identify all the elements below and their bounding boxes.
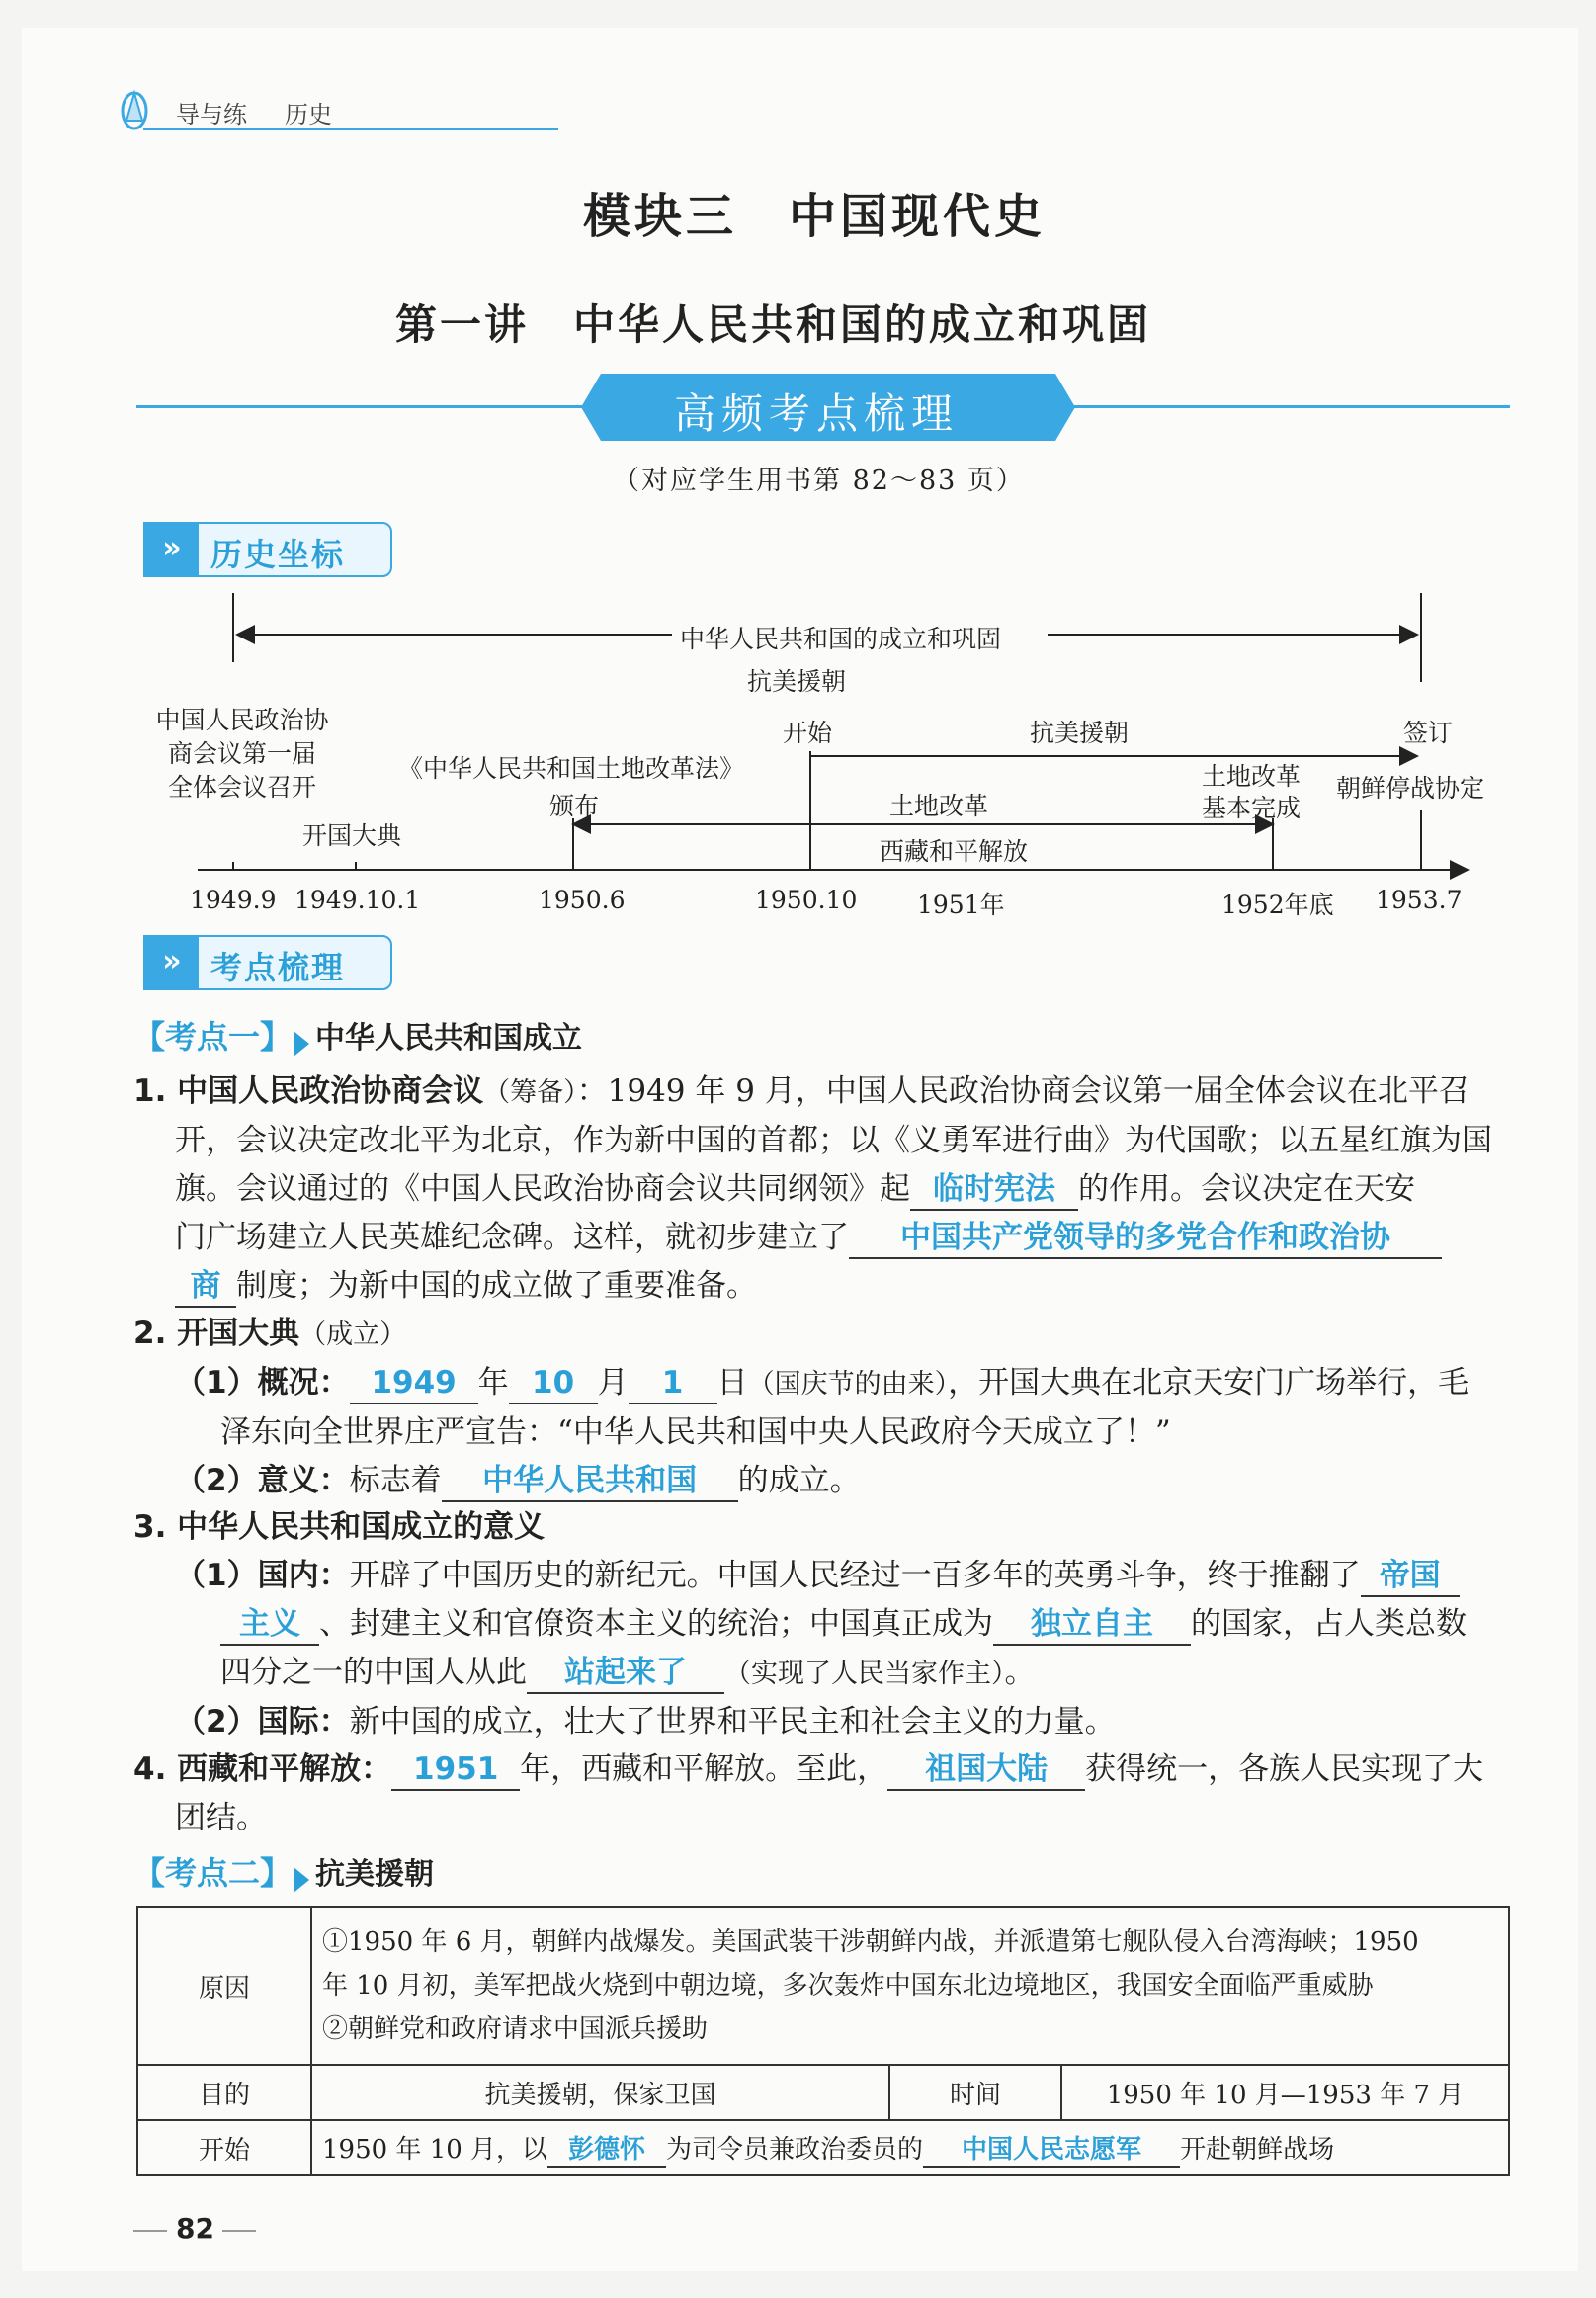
point-4-tibet: 4. 西藏和平解放： 1951 年，西藏和平解放。至此， 祖国大陆 获得统一，各族人民实现了大 团结。 xyxy=(133,1751,1484,1835)
date-tick: 1950.10 xyxy=(755,886,858,914)
row-label: 原因 xyxy=(137,1907,311,2065)
korean-war-table xyxy=(136,1906,1510,2176)
answer-blank: 帝国 xyxy=(1361,1556,1460,1597)
section-tag-history-coordinate xyxy=(143,522,392,577)
header-rule xyxy=(143,128,558,130)
timeline-event-war: 抗美援朝 xyxy=(1030,719,1130,747)
timeline-event-cppcc: 中国人民政治协 商会议第一届 全体会议召开 xyxy=(155,706,329,802)
start-cell: 1950 年 10 月，以 彭德怀 为司令员兼政治委员的 中国人民志愿军 开赴朝鲜战场 xyxy=(311,2120,1509,2175)
point-1-cppcc: 1. 中国人民政治协商会议（筹备）：1949 年 9 月，中国人民政治协商会议第一届全体会议在北平召 开，会议决定改北平为北京，作为新中国的首都；以《义勇军进行曲》为代国歌；以五星红旗为国 旗。会议通过的《中国人民政治协商会议共同纲领》起 临时宪法 的作用。会议决定在天安 门广场建立人民英雄纪念碑。这样，就初步建立了 中国共产党领导的多党合作和政治协 商 制度；为新中国的成立做了重要准备。 xyxy=(133,1067,1517,1311)
header-subject: 历史 xyxy=(285,101,332,128)
point-2-founding-ceremony: 2. 开国大典（成立） （1）概况： 1949 年 10 月 1 日（国庆节的由来），开国大典在北京天安门广场举行，毛 泽东向全世界庄严宣告：“中华人民共和国中央人民政府今天成立了！” （2）意义：标志着 中华人民共和国 的成立。 xyxy=(133,1310,1517,1505)
triangle-icon xyxy=(294,1867,309,1893)
timeline-event-land-reform: 土地改革 xyxy=(889,792,989,820)
time-cell: 1950 年 10 月—1953 年 7 月 xyxy=(1061,2065,1509,2120)
answer-blank: 中华人民共和国 xyxy=(442,1461,738,1502)
answer-blank: 站起来了 xyxy=(527,1653,724,1694)
answer-blank: 中国共产党领导的多党合作和政治协 xyxy=(849,1218,1442,1259)
double-chevron-icon: » xyxy=(145,524,199,575)
row-label: 目的 xyxy=(137,2065,311,2120)
answer-blank: 1951 xyxy=(391,1749,520,1791)
timeline-event-land-law-issued: 颁布 xyxy=(549,792,600,820)
point-3-significance: 3. 中华人民共和国成立的意义 （1）国内：开辟了中国历史的新纪元。中国人民经过一百多年的英勇斗争，终于推翻了 帝国 主义 、封建主义和官僚资本主义的统治；中国真正成为 独立自主 的国家，占人类总数 四分之一的中国人从此 站起来了 （实现了人民当家作主）。 （2）国际：新中国的成立，壮大了世界和平民主和社会主义的力量。 xyxy=(133,1509,1467,1740)
triangle-icon xyxy=(294,1031,309,1057)
date-tick: 1949.9 xyxy=(190,886,277,914)
timeline-span-label: 中华人民共和国的成立和巩固 xyxy=(680,625,1002,653)
purpose-cell: 抗美援朝，保家卫国 xyxy=(311,2065,889,2120)
date-tick: 1951年 xyxy=(917,891,1005,919)
cause-cell: ①1950 年 6 月，朝鲜内战爆发。美国武装干涉朝鲜内战，并派遣第七舰队侵入台湾海峡；1950 年 10 月初，美军把战火烧到中朝边境，多次轰炸中国东北边境地区，我国安全面临严重威胁 ②朝鲜党和政府请求中国派兵援助 xyxy=(311,1907,1509,2065)
date-tick: 1952年底 xyxy=(1221,891,1334,919)
section-tag-key-points xyxy=(143,935,392,990)
page-number-rule xyxy=(133,2230,167,2232)
answer-blank: 临时宪法 xyxy=(910,1169,1078,1211)
lecture-title: 第一讲 中华人民共和国的成立和巩固 xyxy=(395,300,1152,349)
date-tick: 1953.7 xyxy=(1376,886,1463,914)
module-title: 模块三 中国现代史 xyxy=(583,189,1047,244)
date-tick: 1949.10.1 xyxy=(294,886,421,914)
section-label: 考点梳理 xyxy=(210,949,346,986)
answer-blank: 1 xyxy=(629,1363,717,1404)
date-tick: 1950.6 xyxy=(539,886,626,914)
table-row xyxy=(137,1907,1509,2065)
pencil-logo-icon xyxy=(117,85,152,132)
page-number-rule xyxy=(222,2230,256,2232)
timeline-event-armistice: 朝鲜停战协定 xyxy=(1336,774,1485,803)
table-row xyxy=(137,2065,1509,2120)
timeline-top-label: 抗美援朝 xyxy=(747,667,847,696)
answer-blank: 祖国大陆 xyxy=(887,1749,1085,1791)
answer-blank: 彭德怀 xyxy=(547,2134,666,2168)
timeline-event-sign: 签订 xyxy=(1403,719,1454,747)
key-point-two-heading: 【考点二】 抗美援朝 xyxy=(133,1854,435,1892)
timeline-event-land-law: 《中华人民共和国土地改革法》 xyxy=(398,754,745,783)
answer-blank: 独立自主 xyxy=(993,1604,1191,1646)
page-number: 82 xyxy=(176,2212,214,2245)
answer-blank: 商 xyxy=(175,1266,236,1308)
timeline-event-start: 开始 xyxy=(783,719,833,747)
page-ref: （对应学生用书第 82～83 页） xyxy=(613,466,1025,496)
timeline-event-land-done: 土地改革 基本完成 xyxy=(1202,762,1302,822)
banner-title: 高频考点梳理 xyxy=(674,389,960,438)
answer-blank: 10 xyxy=(509,1363,598,1404)
answer-blank: 中国人民志愿军 xyxy=(923,2134,1180,2168)
table-row xyxy=(137,2120,1509,2175)
answer-blank: 主义 xyxy=(220,1604,319,1646)
section-label: 历史坐标 xyxy=(210,536,346,573)
answer-blank: 1949 xyxy=(350,1363,478,1404)
header-brand: 导与练 xyxy=(176,101,247,128)
timeline-event-founding: 开国大典 xyxy=(302,821,402,850)
timeline-event-tibet: 西藏和平解放 xyxy=(880,837,1029,866)
double-chevron-icon: » xyxy=(145,937,199,988)
key-point-one-heading: 【考点一】 中华人民共和国成立 xyxy=(133,1018,583,1056)
row-label: 开始 xyxy=(137,2120,311,2175)
row-label: 时间 xyxy=(889,2065,1061,2120)
